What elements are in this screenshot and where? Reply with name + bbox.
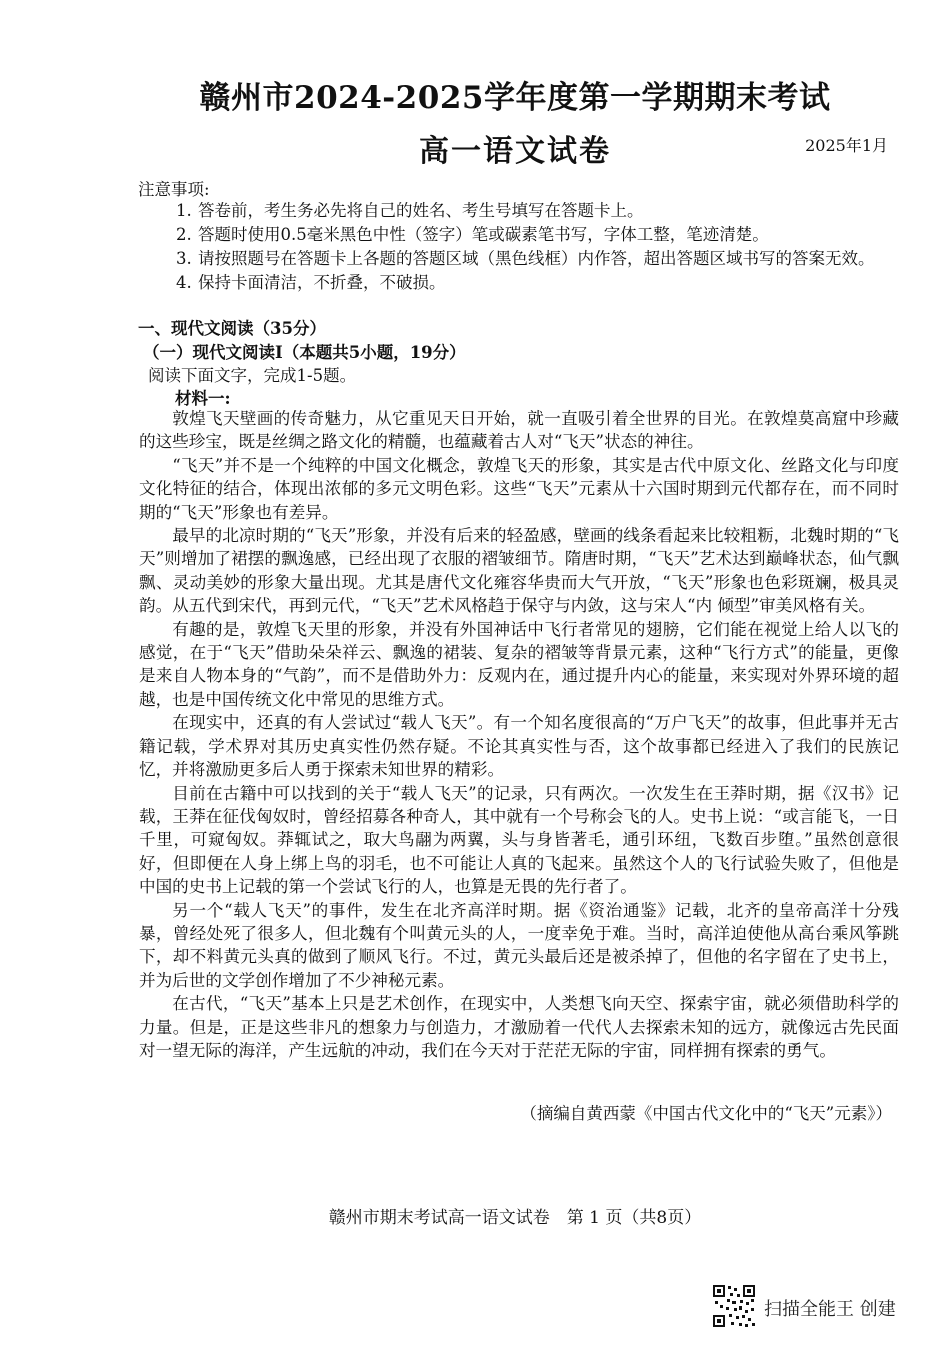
exam-date: 2025年1月 bbox=[805, 136, 888, 155]
notice-item-number: 4. bbox=[176, 273, 192, 292]
paragraph: 有趣的是，敦煌飞天里的形象，并没有外国神话中飞行者常见的翅膀，它们能在视觉上给人以飞的感觉，在于“飞天”借助朵朵祥云、飘逸的裙装、复杂的褶皱等背景元素，这种“飞行方式”的能量，更像是来自人物本身的“气韵”，而不是借助外力：反观内在，通过提升内心的能量，来实现对外界环境的超越，也是中国传统文化中常见的思维方式。 bbox=[139, 619, 899, 709]
section-heading: 一、现代文阅读（35分） bbox=[138, 319, 326, 338]
paragraph: 目前在古籍中可以找到的关于“载人飞天”的记录，只有两次。一次发生在王莽时期，据《汉书》记载，王莽在征伐匈奴时，曾经招募各种奇人，其中就有一个号称会飞的人。史书上说：“或言能飞，一日千里，可窥匈奴。莽辄试之，取大鸟翮为两翼，头与身皆著毛，通引环纽，飞数百步堕。”虽然创意很好，但即便在人身上绑上鸟的羽毛，也不可能让人真的飞起来。虽然这个人的飞行试验失败了，但他是中国的史书上记载的第一个尝试飞行的人，也算是无畏的先行者了。 bbox=[139, 783, 899, 897]
paragraph: 另一个“载人飞天”的事件，发生在北齐高洋时期。据《资治通鉴》记载，北齐的皇帝高洋十分残暴，曾经处死了很多人，但北魏有个叫黄元头的人，一度幸免于难。当时，高洋迫使他从高台乘风筝跳下，却不料黄元头真的做到了顺风飞行。不过，黄元头最后还是被杀掉了，但他的名字留在了史书上，并为后世的文学创作增加了不少神秘元素。 bbox=[139, 900, 899, 990]
notice-item bbox=[176, 223, 896, 247]
page-footer: 赣州市期末考试高一语文试卷 第 1 页（共8页） bbox=[328, 1208, 702, 1228]
notice-item-number: 1. bbox=[176, 201, 192, 220]
notice-item bbox=[176, 247, 896, 271]
notice-item-text: 请按照题号在答题卡上各题的答题区域（黑色线框）内作答，超出答题区域书写的答案无效。 bbox=[198, 249, 875, 268]
notice-item bbox=[176, 199, 896, 223]
material-label: 材料一: bbox=[175, 389, 231, 408]
exam-title: 赣州市2024-2025学年度第一学期期末考试 bbox=[199, 80, 831, 116]
paragraph: “飞天”并不是一个纯粹的中国文化概念，敦煌飞天的形象，其实是古代中原文化、丝路文化与印度文化特征的结合，体现出浓郁的多元文明色彩。这些“飞天”元素从十六国时期到元代都存在，而不同时期的“飞天”形象也有差异。 bbox=[139, 455, 899, 522]
reading-instruction: 阅读下面文字，完成1-5题。 bbox=[148, 366, 357, 385]
exam-subtitle: 高一语文试卷 bbox=[419, 134, 611, 169]
scanner-watermark-label: 扫描全能王 创建 bbox=[764, 1299, 896, 1320]
notice-item-text: 保持卡面清洁，不折叠，不破损。 bbox=[198, 273, 446, 292]
paragraph: 敦煌飞天壁画的传奇魅力，从它重见天日开始，就一直吸引着全世界的目光。在敦煌莫高窟中珍藏的这些珍宝，既是丝绸之路文化的精髓，也蕴藏着古人对“飞天”状态的神往。 bbox=[139, 409, 899, 452]
material-body bbox=[139, 407, 899, 1062]
subsection-heading: （一）现代文阅读Ⅰ（本题共5小题，19分） bbox=[143, 343, 466, 362]
paragraph: 在现实中，还真的有人尝试过“载人飞天”。有一个知名度很高的“万户飞天”的故事，但此事并无古籍记载，学术界对其历史真实性仍然存疑。不论其真实性与否，这个故事都已经进入了我们的民族记忆，并将激励更多后人勇于探索未知世界的精彩。 bbox=[139, 713, 899, 780]
notice-item bbox=[176, 271, 896, 295]
qr-code-icon bbox=[712, 1284, 756, 1328]
notice-list bbox=[176, 199, 896, 295]
notice-item-text: 答题时使用0.5毫米黑色中性（签字）笔或碳素笔书写，字体工整，笔迹清楚。 bbox=[198, 225, 769, 244]
paragraph: 在古代，“飞天”基本上只是艺术创作，在现实中，人类想飞向天空、探索宇宙，就必须借助科学的力量。但是，正是这些非凡的想象力与创造力，才激励着一代代人去探索未知的远方，就像远古先民面对一望无际的海洋，产生远航的冲动，我们在今天对于茫茫无际的宇宙，同样拥有探索的勇气。 bbox=[139, 994, 899, 1060]
notice-item-text: 答卷前，考生务必先将自己的姓名、考生号填写在答题卡上。 bbox=[198, 201, 644, 220]
notice-heading: 注意事项: bbox=[138, 180, 210, 199]
notice-item-number: 3. bbox=[176, 249, 192, 268]
notice-item-number: 2. bbox=[176, 225, 192, 244]
source-citation: （摘编自黄西蒙《中国古代文化中的“飞天”元素》） bbox=[520, 1104, 892, 1123]
paragraph: 最早的北凉时期的“飞天”形象，并没有后来的轻盈感，壁画的线条看起来比较粗粝，北魏时期的“飞天”则增加了裙摆的飘逸感，已经出现了衣服的褶皱细节。隋唐时期，“飞天”艺术达到巅峰状态，仙气飘飘、灵动美妙的形象大量出现。尤其是唐代文化雍容华贵而大气开放，“飞天”形象也色彩斑斓，极具灵韵。从五代到宋代，再到元代，“飞天”艺术风格趋于保守与内敛，这与宋人“内 倾型”审美风格有关。 bbox=[139, 526, 899, 616]
